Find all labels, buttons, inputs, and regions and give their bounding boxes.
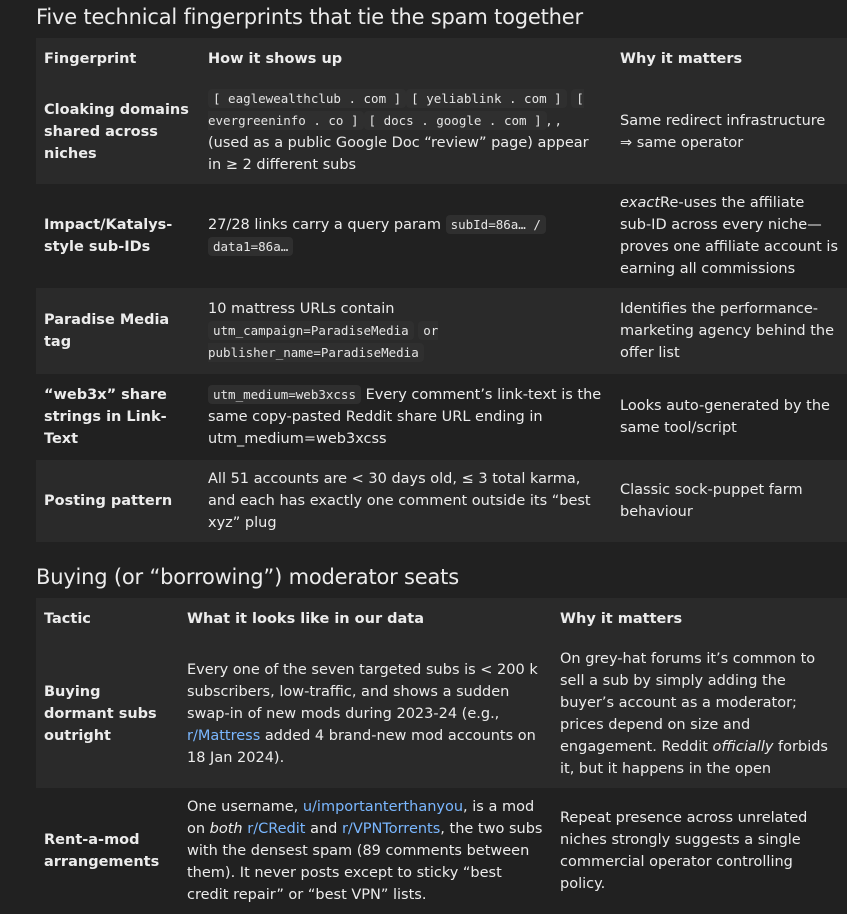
fingerprint-how <box>200 374 612 460</box>
inline-text: and <box>310 821 338 837</box>
inline-text: as a public Google Doc “review” page) appear in ≥ 2 different subs <box>208 135 589 173</box>
tactic-evidence <box>179 640 552 788</box>
subreddit-link[interactable]: r/VPNTorrents <box>341 821 441 837</box>
fingerprint-why: Identifies the performance-marketing agency behind the offer list <box>612 288 847 374</box>
inline-text: One username, <box>187 799 299 815</box>
table-row <box>36 374 847 460</box>
column-header: Fingerprint <box>36 38 200 80</box>
inline-text: , , (used <box>208 113 561 151</box>
inline-text: , is a mod on <box>187 799 535 837</box>
inline-text: On grey-hat forums it’s common to sell a sub by simply adding the buyer’s account as a moderator; prices depend on size and engagement. Reddit <box>560 651 816 755</box>
code-domain: [ docs . google . com ] <box>364 111 547 130</box>
subreddit-link[interactable]: r/CRedit <box>247 821 306 837</box>
inline-text: 10 mattress URLs contain <box>208 301 395 317</box>
code-domain: [ yeliablink . com ] <box>406 89 567 108</box>
column-header: How it shows up <box>200 38 612 80</box>
fingerprint-why: Classic sock-puppet farm behaviour <box>612 460 847 542</box>
subreddit-link[interactable]: r/Mattress <box>187 728 261 744</box>
tactic-why: Repeat presence across unrelated niches strongly suggests a single commercial operator controlling policy. <box>552 788 847 914</box>
inline-text: added 4 brand-new mod accounts on 18 Jan 2024). <box>187 728 536 766</box>
table-row <box>36 80 847 184</box>
inline-text: forbids it, but it happens in the open <box>560 739 828 777</box>
code-param: or publisher_name=ParadiseMedia <box>208 323 439 360</box>
moderator-tactics-table <box>36 598 847 914</box>
table-header-row <box>36 598 847 640</box>
emphasis-text: both <box>209 821 243 837</box>
fingerprint-how: All 51 accounts are < 30 days old, ≤ 3 total karma, and each has exactly one comment outside its “best xyz” plug <box>200 460 612 542</box>
code-param: subId=86a… / <box>446 215 546 234</box>
code-param: utm_medium=web3xcss <box>208 385 361 404</box>
section-heading-moderator-seats: Buying (or “borrowing”) moderator seats <box>36 565 459 589</box>
code-param: data1=86a… <box>208 237 293 256</box>
inline-text: Every one of the seven targeted subs is < 200 k subscribers, low-traffic, and shows a sudden swap-in of new mods during 2023-24 (e.g., <box>187 662 538 722</box>
tactic-name: Rent-a-mod arrangements <box>36 788 179 914</box>
column-header: What it looks like in our data <box>179 598 552 640</box>
emphasis-text: officially <box>712 739 774 755</box>
fingerprint-name: “web3x” share strings in Link-Text <box>36 374 200 460</box>
fingerprint-why <box>612 184 847 288</box>
tactic-evidence <box>179 788 552 914</box>
fingerprint-name: Paradise Media tag <box>36 288 200 374</box>
table-row <box>36 288 847 374</box>
fingerprints-table <box>36 38 847 542</box>
fingerprint-how <box>200 288 612 374</box>
table-header-row <box>36 38 847 80</box>
fingerprint-how <box>200 80 612 184</box>
inline-text: Re-uses the affiliate sub-ID across every niche—proves one affiliate account is earning all commissions <box>620 195 838 277</box>
column-header: Why it matters <box>552 598 847 640</box>
column-header: Tactic <box>36 598 179 640</box>
table-row <box>36 640 847 788</box>
fingerprint-name: Cloaking domains shared across niches <box>36 80 200 184</box>
table-row <box>36 460 847 542</box>
user-link[interactable]: u/importanterthanyou <box>302 799 464 815</box>
code-domain: [ eaglewealthclub . com ] <box>208 89 406 108</box>
emphasis-text: exact <box>620 195 661 211</box>
column-header: Why it matters <box>612 38 847 80</box>
section-heading-fingerprints: Five technical fingerprints that tie the spam together <box>36 5 583 29</box>
fingerprint-why: Same redirect infrastructure ⇒ same operator <box>612 80 847 184</box>
tactic-name: Buying dormant subs outright <box>36 640 179 788</box>
table-row <box>36 788 847 914</box>
fingerprint-name: Posting pattern <box>36 460 200 542</box>
fingerprint-why: Looks auto-generated by the same tool/script <box>612 374 847 460</box>
inline-text: 27/28 links carry a query param <box>208 217 441 233</box>
fingerprint-name: Impact/Katalys-style sub-IDs <box>36 184 200 288</box>
table-row <box>36 184 847 288</box>
tactic-why <box>552 640 847 788</box>
code-domain: [ evergreeninfo . co ] <box>208 91 584 128</box>
inline-text: , the two subs with the densest spam (89 comments between them). It never posts except to sticky “best credit repair” or “best VPN” lists. <box>187 821 543 903</box>
code-param: utm_campaign=ParadiseMedia <box>208 321 414 340</box>
fingerprint-how <box>200 184 612 288</box>
inline-text: Every comment’s link-text is the same copy-pasted Reddit share URL ending in utm_medium=web3xcss <box>208 387 602 447</box>
